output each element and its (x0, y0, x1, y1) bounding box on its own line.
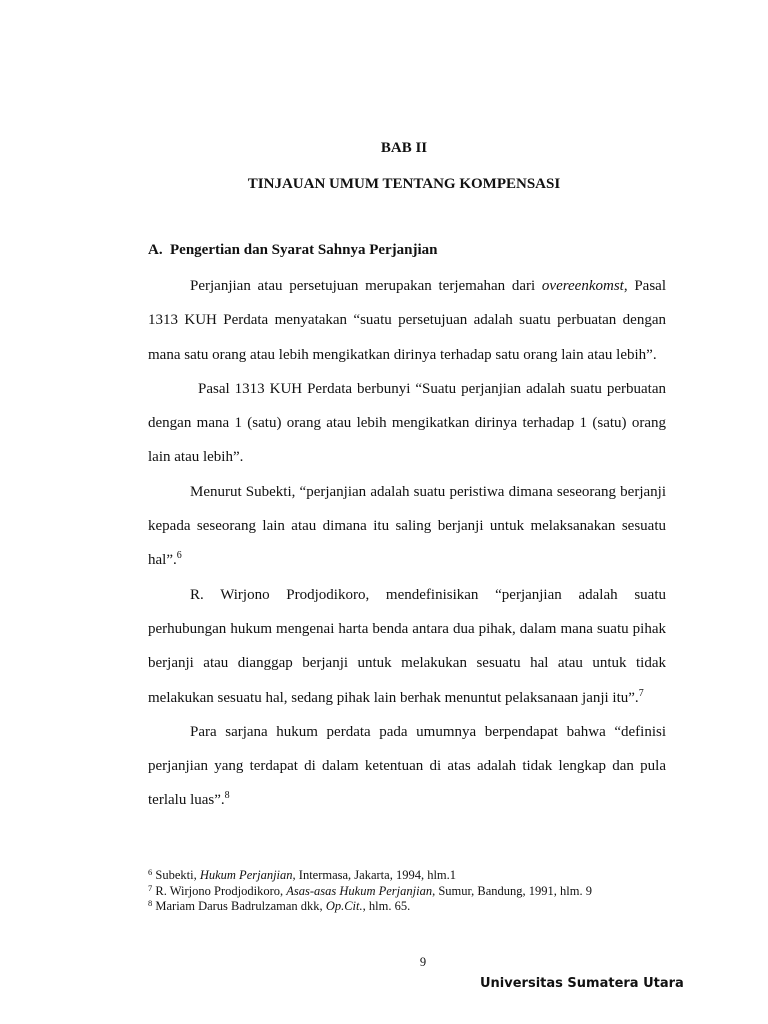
chapter-title: TINJAUAN UMUM TENTANG KOMPENSASI (247, 176, 561, 192)
page-number: 9 (419, 955, 427, 969)
paragraph-5 (148, 715, 666, 818)
footnote-ref-7[interactable]: 7 (638, 687, 644, 699)
footnote-number: 8 (148, 898, 153, 908)
section-number: A. (148, 242, 163, 258)
institution-footer: Universitas Sumatera Utara (480, 976, 684, 991)
section-heading (148, 242, 438, 259)
footnote-title: Asas-asas Hukum Perjanjian (286, 883, 433, 898)
paragraph-2-text: Pasal 1313 KUH Perdata berbunyi “Suatu perjanjian adalah suatu perbuatan dengan mana 1 (satu) orang atau lebih mengikatkan dirinya terhadap 1 (satu) orang lain atau lebih”. (148, 380, 666, 466)
paragraph-1 (148, 269, 666, 372)
footnote-text: R. Wirjono Prodjodikoro, (155, 883, 287, 898)
footnote-text: Mariam Darus Badrulzaman dkk, (155, 899, 326, 913)
paragraph-4 (148, 578, 666, 715)
footnote-number: 6 (148, 867, 153, 877)
paragraph-3 (148, 475, 666, 578)
footnotes (148, 868, 666, 915)
footnote-text: Intermasa, Jakarta, 1994, hlm.1 (295, 868, 457, 882)
footnote-8 (148, 899, 666, 915)
footnote-text: , hlm. 65. (362, 899, 411, 913)
footnote-title: Op.Cit. (325, 899, 363, 913)
footnote-7 (148, 884, 666, 900)
footnote-6 (148, 868, 666, 884)
paragraph-3-text: Menurut Subekti, “perjanjian adalah suatu peristiwa dimana seseorang berjanji kepada seseorang lain atau dimana itu saling berjanji untuk melaksanakan sesuatu hal”. (148, 483, 666, 569)
footnote-number: 7 (148, 882, 153, 893)
footnote-ref-6[interactable]: 6 (176, 550, 182, 562)
footnote-title: Hukum Perjanjian, (199, 868, 296, 882)
section-title: Pengertian dan Syarat Sahnya Perjanjian (170, 242, 438, 258)
paragraph-5-text: Para sarjana hukum perdata pada umumnya berpendapat bahwa “definisi perjanjian yang terdapat di dalam ketentuan di atas adalah tidak lengkap dan pula terlalu luas”. (148, 723, 666, 809)
footnote-text: Subekti, (155, 868, 200, 882)
paragraph-4-text: R. Wirjono Prodjodikoro, mendefinisikan “perjanjian adalah suatu perhubungan hukum mengenai harta benda antara dua pihak, dalam mana suatu pihak berjanji atau dianggap berjanji untuk melakukan sesuatu hal atau untuk tidak melakukan sesuatu hal, sedang pihak lain berhak menuntut pelaksanaan janji itu”. (148, 586, 666, 706)
chapter-label: BAB II (380, 140, 428, 156)
footnote-ref-8[interactable]: 8 (224, 790, 230, 802)
paragraph-1-text-a: Perjanjian atau persetujuan merupakan terjemahan dari (190, 278, 542, 294)
body-text (148, 269, 666, 818)
paragraph-2 (148, 372, 666, 475)
paragraph-1-italic-term: overeenkomst (541, 278, 624, 294)
footnote-text: , Sumur, Bandung, 1991, hlm. 9 (432, 883, 592, 898)
paragraph-1-text-b: , Pasal 1313 KUH Perdata menyatakan “suatu persetujuan adalah suatu perbuatan dengan mana satu orang atau lebih mengikatkan dirinya terhadap satu orang lain atau lebih”. (148, 278, 666, 363)
